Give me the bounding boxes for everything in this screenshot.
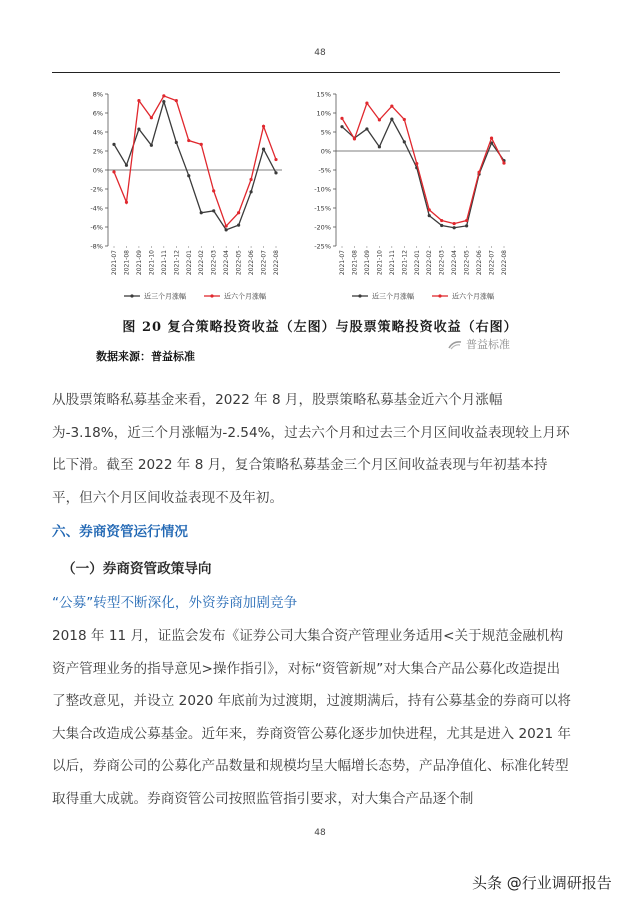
data-point xyxy=(477,171,480,174)
x-tick-label: 2021-12 xyxy=(401,250,409,276)
data-point xyxy=(378,145,381,148)
x-tick-label: 2021-07 xyxy=(111,250,118,276)
data-point xyxy=(440,219,443,222)
y-tick-label: 5% xyxy=(320,128,331,137)
x-tick-label: 2021-08 xyxy=(123,250,131,276)
legend-marker xyxy=(130,294,133,297)
data-point xyxy=(274,171,277,174)
x-tick-label: 2022-04 xyxy=(223,250,231,276)
data-point xyxy=(365,102,368,105)
legend-label: 近六个月涨幅 xyxy=(224,292,266,301)
data-point xyxy=(365,127,368,130)
y-tick-label: 2% xyxy=(92,147,103,156)
data-point xyxy=(274,158,277,161)
data-point xyxy=(428,208,431,211)
data-point xyxy=(137,99,140,102)
legend-label: 近三个月涨幅 xyxy=(144,292,186,301)
data-point xyxy=(415,162,418,165)
data-point xyxy=(187,139,190,142)
x-tick-label: 2022-02 xyxy=(426,250,434,276)
data-point xyxy=(453,222,456,225)
x-tick-label: 2022-07 xyxy=(488,250,496,276)
header-rule xyxy=(52,72,560,73)
data-point xyxy=(249,190,252,193)
x-tick-label: 2022-05 xyxy=(463,250,471,276)
x-tick-label: 2022-06 xyxy=(248,250,256,276)
figure-caption: 图 20 复合策略投资收益（左图）与股票策略投资收益（右图） xyxy=(122,320,518,335)
x-tick-label: 2021-10 xyxy=(376,250,384,276)
y-tick-label: -25% xyxy=(314,242,331,251)
data-point xyxy=(340,117,343,120)
data-point xyxy=(212,189,215,192)
x-tick-label: 2021-11 xyxy=(160,250,168,276)
y-tick-label: -5% xyxy=(318,166,331,175)
data-point xyxy=(465,224,468,227)
logo-text: 普益标准 xyxy=(466,338,510,351)
data-point xyxy=(390,117,393,120)
data-point xyxy=(390,105,393,108)
data-point xyxy=(125,164,128,167)
data-point xyxy=(502,161,505,164)
data-point xyxy=(490,136,493,139)
series-line-six-month xyxy=(342,103,504,223)
topic-heading: “公募”转型不断深化，外资券商加剧竞争 xyxy=(52,595,298,611)
data-point xyxy=(225,224,228,227)
data-point xyxy=(249,178,252,181)
data-point xyxy=(137,128,140,131)
data-point xyxy=(465,219,468,222)
left-chart xyxy=(72,82,292,307)
watermark: 头条 @行业调研报告 xyxy=(472,874,612,892)
data-point xyxy=(112,143,115,146)
subsection-heading: （一）券商资管政策导向 xyxy=(62,561,212,577)
y-tick-label: 15% xyxy=(316,90,331,99)
x-tick-label: 2022-08 xyxy=(501,250,508,276)
right-chart xyxy=(300,82,520,307)
data-point xyxy=(175,141,178,144)
y-tick-label: -20% xyxy=(314,223,331,232)
y-tick-label: -2% xyxy=(90,185,103,194)
data-point xyxy=(403,118,406,121)
x-tick-label: 2021-09 xyxy=(135,250,143,276)
data-point xyxy=(262,125,265,128)
data-point xyxy=(200,211,203,214)
x-tick-label: 2022-07 xyxy=(260,250,268,276)
x-tick-label: 2021-12 xyxy=(173,250,181,276)
x-tick-label: 2021-07 xyxy=(339,250,346,276)
x-tick-label: 2022-04 xyxy=(451,250,459,276)
page-number-top: 48 xyxy=(314,48,326,58)
legend-marker xyxy=(358,294,361,297)
y-tick-label: 0% xyxy=(92,166,103,175)
y-tick-label: -10% xyxy=(314,185,331,194)
x-tick-label: 2022-01 xyxy=(413,250,421,276)
y-tick-label: 6% xyxy=(92,109,103,118)
data-point xyxy=(453,226,456,229)
y-tick-label: 8% xyxy=(92,90,103,99)
data-point xyxy=(340,125,343,128)
x-tick-label: 2022-01 xyxy=(185,250,193,276)
puyi-logo xyxy=(448,336,510,352)
figure-source: 数据来源：普益标准 xyxy=(96,350,195,363)
data-point xyxy=(403,140,406,143)
page-number-bottom: 48 xyxy=(314,828,326,838)
paragraph-stock-strategy: 从股票策略私募基金来看，2022 年 8 月，股票策略私募基金近六个月涨幅为-3.18%，近三个月涨幅为-2.54%，过去六个月和过去三个月区间收益表现较上月环比下滑。截至 2022 年 8 月，复合策略私募基金三个月区间收益表现与年初基本持平，但六个月区间收益表现不及年初。 xyxy=(52,392,570,506)
data-point xyxy=(428,214,431,217)
section-heading: 六、券商资管运行情况 xyxy=(52,524,188,540)
data-point xyxy=(225,228,228,231)
y-tick-label: 10% xyxy=(316,109,331,118)
x-tick-label: 2021-11 xyxy=(388,250,396,276)
data-point xyxy=(187,174,190,177)
x-tick-label: 2021-08 xyxy=(351,250,359,276)
legend-marker xyxy=(438,294,441,297)
y-tick-label: -4% xyxy=(90,204,103,213)
data-point xyxy=(353,137,356,140)
y-tick-label: -8% xyxy=(90,242,103,251)
data-point xyxy=(262,148,265,151)
data-point xyxy=(440,224,443,227)
y-tick-label: -6% xyxy=(90,223,103,232)
logo-swoosh-icon xyxy=(448,340,462,350)
x-tick-label: 2021-09 xyxy=(363,250,371,276)
data-point xyxy=(378,118,381,121)
data-point xyxy=(162,94,165,97)
x-tick-label: 2022-08 xyxy=(273,250,280,276)
data-point xyxy=(237,224,240,227)
data-point xyxy=(162,100,165,103)
data-point xyxy=(150,144,153,147)
data-point xyxy=(200,143,203,146)
data-point xyxy=(125,201,128,204)
data-point xyxy=(237,211,240,214)
legend-marker xyxy=(210,294,213,297)
x-tick-label: 2022-06 xyxy=(476,250,484,276)
series-line-three-month xyxy=(114,102,276,230)
data-point xyxy=(150,116,153,119)
y-tick-label: 4% xyxy=(92,128,103,137)
legend-label: 近三个月涨幅 xyxy=(372,292,414,301)
paragraph-broker-am: 2018 年 11 月，证监会发布《证券公司大集合资产管理业务适用<关于规范金融机构资产管理业务的指导意见>操作指引》，对标“资管新规”对大集合产品公募化改造提出了整改意见，并设立 2020 年底前为过渡期，过渡期满后，持有公募基金的券商可以将大集合改造成公募基金。近年来，券商资管公募化逐步加快进程，尤其是进入 2021 年以后，券商公司的公募化产品数量和规模均呈大幅增长态势，产品净值化、标准化转型取得重大成就。券商资管公司按照监管指引要求，对大集合产品逐个制 xyxy=(52,628,572,807)
x-tick-label: 2022-02 xyxy=(198,250,206,276)
data-point xyxy=(112,170,115,173)
legend-label: 近六个月涨幅 xyxy=(452,292,494,301)
y-tick-label: 0% xyxy=(320,147,331,156)
data-point xyxy=(212,209,215,212)
y-tick-label: -15% xyxy=(314,204,331,213)
series-line-six-month xyxy=(114,96,276,226)
x-tick-label: 2022-03 xyxy=(210,250,218,276)
x-tick-label: 2022-05 xyxy=(235,250,243,276)
data-point xyxy=(175,99,178,102)
x-tick-label: 2022-03 xyxy=(438,250,446,276)
x-tick-label: 2021-10 xyxy=(148,250,156,276)
